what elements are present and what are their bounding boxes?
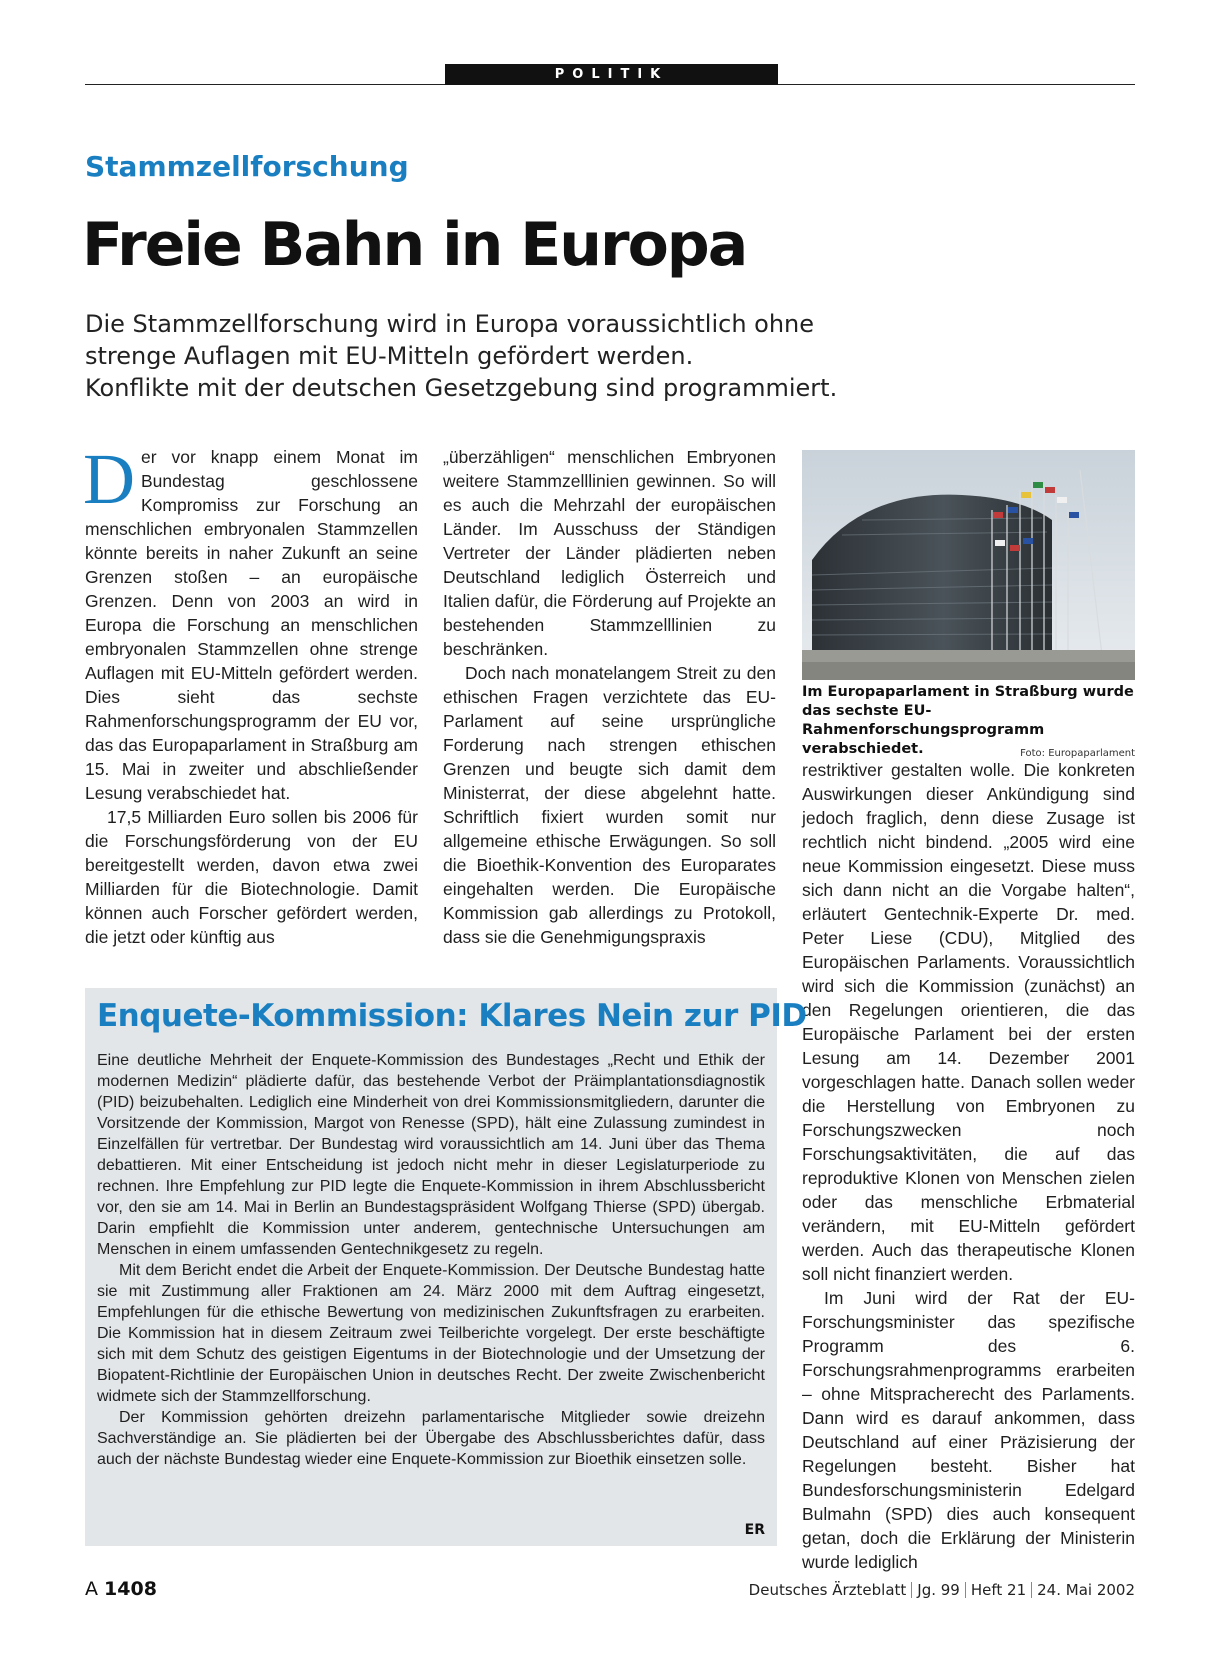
europaparlament-photo bbox=[802, 450, 1135, 680]
paragraph: restriktiver gestalten wolle. Die konkreten Auswirkungen dieser Ankündigung sind jedoch fraglich, denn diese Zusage ist rechtlich nicht bindend. „2005 wird eine neue Kommission eingesetzt. Diese muss sich dann nicht an die Vorgabe halten“, erläutert Gentechnik-Experte Dr. med. Peter Liese (CDU), Mitglied des Europäischen Parlaments. Voraussichtlich wird sich die Kommission (zunächst) an den Regelungen orientieren, die das Europäische Parlament bei der ersten Lesung am 14. Dezember 2001 vorgeschlagen hatte. Danach sollen weder die Herstellung von Embryonen zu Forschungszwecken noch Forschungsaktivitäten, die auf das reproduktive Klonen von Menschen zielen oder das menschliche Erbmaterial verändern, mit EU-Mitteln gefördert werden. Auch das therapeutische Klonen soll nicht finanziert werden. bbox=[802, 760, 1135, 1284]
drop-cap: D bbox=[83, 439, 135, 519]
lead-line: Die Stammzellforschung wird in Europa voraussichtlich ohne bbox=[85, 310, 815, 338]
box-body bbox=[97, 1050, 765, 1470]
journal-volume: Jg. 99 bbox=[917, 1581, 960, 1599]
paragraph: „überzähligen“ menschlichen Embryonen weitere Stammzelllinien gewinnen. So will es auch die Mehrzahl der europäischen Länder. Im Ausschuss der Ständigen Vertreter der Länder plädierten neben Deutschland lediglich Österreich und Italien dafür, die Förderung auf Projekte an bestehenden Stammzelllinien zu beschränken. bbox=[443, 447, 776, 659]
paragraph: 17,5 Milliarden Euro sollen bis 2006 für die Forschungsförderung von der EU bereitgestellt werden, davon etwa zwei Milliarden für die Biotechnologie. Damit können auch Forscher gefördert werden, die jetzt oder künftig aus bbox=[85, 807, 418, 947]
enquete-kommission-box bbox=[85, 988, 807, 1546]
section-label: POLITIK bbox=[445, 64, 778, 85]
page-prefix: A bbox=[85, 1578, 98, 1600]
page-number-value: 1408 bbox=[104, 1578, 157, 1600]
lead-line: strenge Auflagen mit EU-Mitteln gefördert werden. bbox=[85, 342, 694, 370]
article-headline: Freie Bahn in Europa bbox=[82, 210, 747, 280]
box-title: Enquete-Kommission: Klares Nein zur PID bbox=[97, 998, 807, 1034]
caption-text: Im Europaparlament in Straßburg wurde das sechste EU-Rahmenforschungsprogramm verabschiedet. bbox=[802, 684, 1134, 757]
article-kicker: Stammzellforschung bbox=[85, 150, 409, 183]
separator bbox=[965, 1582, 966, 1598]
page-number bbox=[85, 1578, 157, 1600]
parliament-building-image bbox=[802, 450, 1135, 680]
paragraph: Der Kommission gehörten dreizehn parlamentarische Mitglieder sowie dreizehn Sachverständige an. Sie plädierten bei der Übergabe des Abschlussberichtes dafür, dass auch der nächste Bundestag wieder eine Enquete-Kommission zur Bioethik einsetzen solle. bbox=[97, 1409, 765, 1468]
lead-line: Konflikte mit der deutschen Gesetzgebung sind programmiert. bbox=[85, 374, 838, 402]
paragraph: Doch nach monatelangem Streit zu den ethischen Fragen verzichtete das EU-Parlament auf seine ursprüngliche Forderung nach strengen ethischen Grenzen und beugte sich damit dem Ministerrat, der diese abgelehnt hatte. Schriftlich fixiert wurden somit nur allgemeine ethische Erwägungen. So soll die Bioethik-Konvention des Europarates eingehalten werden. Die Europäische Kommission gab allerdings zu Protokoll, dass sie die Genehmigungspraxis bbox=[443, 663, 776, 947]
journal-issue: Heft 21 bbox=[970, 1581, 1027, 1599]
paragraph bbox=[83, 439, 418, 805]
separator bbox=[1031, 1582, 1032, 1598]
paragraph: Im Juni wird der Rat der EU-Forschungsminister das spezifische Programm des 6. Forschungsrahmenprogramms erarbeiten – ohne Mitspracherecht des Parlaments. Dann wird es darauf ankommen, dass Deutschland auf einer Präzisierung der Regelungen besteht. Bisher hat Bundesforschungsministerin Edelgard Bulmahn (SPD) dies auch konsequent getan, doch die Erklärung der Ministerin wurde lediglich bbox=[802, 1288, 1135, 1572]
section-header bbox=[85, 64, 1135, 86]
journal-info bbox=[749, 1581, 1135, 1599]
paragraph-text: er vor knapp einem Monat im Bundestag geschlossene Kompromiss zur Forschung an menschlichen embryonalen Stammzellen könnte bereits in naher Zukunft an seine Grenzen stoßen – an europäische Grenzen. Denn von 2003 an wird in Europa die Forschung an menschlichen embryonalen Stammzellen ohne strenge Auflagen mit EU-Mitteln gefördert werden. Dies sieht das sechste Rahmenforschungsprogramm der EU vor, das das Europaparlament in Straßburg am 15. Mai in zweiter und abschließender Lesung verabschiedet hat. bbox=[85, 447, 418, 803]
article-column-2 bbox=[443, 445, 776, 949]
journal-name: Deutsches Ärzteblatt bbox=[748, 1581, 907, 1599]
separator bbox=[911, 1582, 912, 1598]
journal-date: 24. Mai 2002 bbox=[1037, 1581, 1135, 1599]
photo-credit: Foto: Europaparlament bbox=[1020, 748, 1135, 759]
author-initials: ER bbox=[744, 1522, 765, 1538]
paragraph: Mit dem Bericht endet die Arbeit der Enquete-Kommission. Der Deutsche Bundestag hatte sie mit Zustimmung aller Fraktionen am 24. März 2000 mit dem Auftrag eingesetzt, Empfehlungen für die ethische Bewertung von medizinischen Zukunftsfragen zu erarbeiten. Die Kommission hat in diesem Zeitraum zwei Teilberichte vorgelegt. Der erste beschäftigte sich mit dem Schutz des geistigen Eigentums in der Biotechnologie und der Umsetzung der Biopatent-Richtlinie der Europäischen Union in deutsches Recht. Der zweite Zwischenbericht widmete sich der Stammzellforschung. bbox=[97, 1262, 765, 1405]
article-column-3 bbox=[802, 758, 1135, 1574]
paragraph: Eine deutliche Mehrheit der Enquete-Kommission des Bundestages „Recht und Ethik der modernen Medizin“ plädierte dafür, das bestehende Verbot der Präimplantationsdiagnostik (PID) beizubehalten. Lediglich eine Minderheit von drei Kommissionsmitgliedern, darunter die Vorsitzende der Kommission, Margot von Renesse (SPD), hält eine Zulassung zumindest in Einzelfällen für vertretbar. Der Bundestag wird voraussichtlich am 14. Juni über das Thema debattieren. Mit einer Entscheidung ist jedoch nicht mehr in dieser Legislaturperiode zu rechnen. Ihre Empfehlung zur PID legte die Enquete-Kommission in ihrem Abschlussbericht vor, den sie am 14. Mai in Berlin an Bundestagspräsident Wolfgang Thierse (SPD) übergab. Darin empfiehlt die Kommission unter anderem, gentechnische Untersuchungen am Menschen in einem umfassenden Gentechnikgesetz zu regeln. bbox=[97, 1052, 765, 1258]
article-lead bbox=[85, 308, 838, 404]
article-column-1 bbox=[83, 439, 418, 949]
photo-caption bbox=[802, 683, 1135, 763]
